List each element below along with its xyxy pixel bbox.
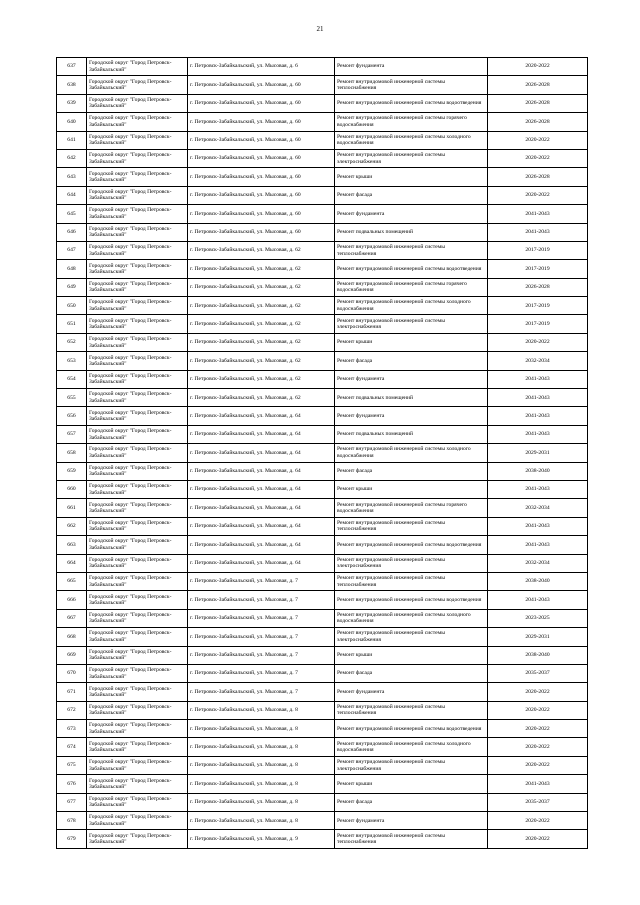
row-number: 656 — [57, 407, 87, 425]
address-cell: г. Петровск-Забайкальский, ул. Мысовая, д. 64 — [188, 536, 335, 554]
municipality-cell: Городской округ "Город Петровск-Забайкальский" — [87, 646, 188, 664]
address-cell: г. Петровск-Забайкальский, ул. Мысовая, д. 8 — [188, 756, 335, 774]
work-type-cell: Ремонт внутридомовой инженерной системы электроснабжения — [335, 149, 488, 167]
period-cell: 2020-2022 — [488, 149, 588, 167]
row-number: 646 — [57, 223, 87, 241]
table-row — [57, 94, 588, 112]
address-cell: г. Петровск-Забайкальский, ул. Мысовая, д. 60 — [188, 205, 335, 223]
row-number: 668 — [57, 628, 87, 646]
table-row — [57, 278, 588, 296]
table-row — [57, 830, 588, 848]
table-row — [57, 591, 588, 609]
table-row — [57, 812, 588, 830]
address-cell: г. Петровск-Забайкальский, ул. Мысовая, д. 62 — [188, 352, 335, 370]
period-cell: 2041-2043 — [488, 389, 588, 407]
table-row — [57, 720, 588, 738]
work-type-cell: Ремонт фундамента — [335, 812, 488, 830]
table-row — [57, 462, 588, 480]
address-cell: г. Петровск-Забайкальский, ул. Мысовая, д. 62 — [188, 370, 335, 388]
row-number: 659 — [57, 462, 87, 480]
row-number: 638 — [57, 76, 87, 94]
period-cell: 2026-2028 — [488, 168, 588, 186]
work-type-cell: Ремонт внутридомовой инженерной системы электроснабжения — [335, 756, 488, 774]
row-number: 670 — [57, 664, 87, 682]
period-cell: 2020-2022 — [488, 720, 588, 738]
table-row — [57, 241, 588, 259]
table-row — [57, 425, 588, 443]
table-row — [57, 205, 588, 223]
municipality-cell: Городской округ "Город Петровск-Забайкальский" — [87, 113, 188, 131]
address-cell: г. Петровск-Забайкальский, ул. Мысовая, д. 60 — [188, 76, 335, 94]
address-cell: г. Петровск-Забайкальский, ул. Мысовая, д. 60 — [188, 149, 335, 167]
work-type-cell: Ремонт внутридомовой инженерной системы горячего водоснабжения — [335, 499, 488, 517]
row-number: 676 — [57, 775, 87, 793]
period-cell: 2020-2022 — [488, 701, 588, 719]
period-cell: 2041-2043 — [488, 205, 588, 223]
municipality-cell: Городской округ "Город Петровск-Забайкальский" — [87, 168, 188, 186]
municipality-cell: Городской округ "Город Петровск-Забайкальский" — [87, 425, 188, 443]
table-body — [57, 58, 588, 849]
period-cell: 2029-2031 — [488, 444, 588, 462]
work-type-cell: Ремонт фасада — [335, 462, 488, 480]
period-cell: 2020-2022 — [488, 683, 588, 701]
address-cell: г. Петровск-Забайкальский, ул. Мысовая, д. 8 — [188, 775, 335, 793]
municipality-cell: Городской округ "Город Петровск-Забайкальский" — [87, 186, 188, 204]
table-row — [57, 536, 588, 554]
row-number: 665 — [57, 572, 87, 590]
row-number: 669 — [57, 646, 87, 664]
table-row — [57, 609, 588, 627]
municipality-cell: Городской округ "Город Петровск-Забайкальский" — [87, 462, 188, 480]
capital-repair-table — [56, 57, 588, 849]
address-cell: г. Петровск-Забайкальский, ул. Мысовая, д. 7 — [188, 628, 335, 646]
address-cell: г. Петровск-Забайкальский, ул. Мысовая, д. 8 — [188, 720, 335, 738]
table-row — [57, 58, 588, 76]
period-cell: 2017-2019 — [488, 260, 588, 278]
row-number: 673 — [57, 720, 87, 738]
address-cell: г. Петровск-Забайкальский, ул. Мысовая, д. 60 — [188, 168, 335, 186]
table-row — [57, 333, 588, 351]
municipality-cell: Городской округ "Город Петровск-Забайкальский" — [87, 58, 188, 76]
period-cell: 2017-2019 — [488, 241, 588, 259]
table-row — [57, 664, 588, 682]
municipality-cell: Городской округ "Город Петровск-Забайкальский" — [87, 480, 188, 498]
table-row — [57, 646, 588, 664]
address-cell: г. Петровск-Забайкальский, ул. Мысовая, д. 7 — [188, 591, 335, 609]
period-cell: 2032-2034 — [488, 554, 588, 572]
row-number: 671 — [57, 683, 87, 701]
table-row — [57, 775, 588, 793]
period-cell: 2038-2040 — [488, 646, 588, 664]
address-cell: г. Петровск-Забайкальский, ул. Мысовая, д. 60 — [188, 223, 335, 241]
table-row — [57, 407, 588, 425]
period-cell: 2041-2043 — [488, 425, 588, 443]
row-number: 678 — [57, 812, 87, 830]
row-number: 677 — [57, 793, 87, 811]
row-number: 645 — [57, 205, 87, 223]
address-cell: г. Петровск-Забайкальский, ул. Мысовая, д. 62 — [188, 278, 335, 296]
period-cell: 2020-2022 — [488, 131, 588, 149]
address-cell: г. Петровск-Забайкальский, ул. Мысовая, д. 8 — [188, 812, 335, 830]
address-cell: г. Петровск-Забайкальский, ул. Мысовая, д. 60 — [188, 186, 335, 204]
municipality-cell: Городской округ "Город Петровск-Забайкальский" — [87, 444, 188, 462]
work-type-cell: Ремонт внутридомовой инженерной системы теплоснабжения — [335, 517, 488, 535]
row-number: 667 — [57, 609, 87, 627]
work-type-cell: Ремонт фасада — [335, 664, 488, 682]
work-type-cell: Ремонт подвальных помещений — [335, 389, 488, 407]
work-type-cell: Ремонт внутридомовой инженерной системы горячего водоснабжения — [335, 113, 488, 131]
row-number: 654 — [57, 370, 87, 388]
row-number: 651 — [57, 315, 87, 333]
work-type-cell: Ремонт внутридомовой инженерной системы холодного водоснабжения — [335, 609, 488, 627]
address-cell: г. Петровск-Забайкальский, ул. Мысовая, д. 64 — [188, 425, 335, 443]
row-number: 644 — [57, 186, 87, 204]
municipality-cell: Городской округ "Город Петровск-Забайкальский" — [87, 683, 188, 701]
table-row — [57, 186, 588, 204]
municipality-cell: Городской округ "Город Петровск-Забайкальский" — [87, 352, 188, 370]
row-number: 662 — [57, 517, 87, 535]
period-cell: 2041-2043 — [488, 591, 588, 609]
municipality-cell: Городской округ "Город Петровск-Забайкальский" — [87, 517, 188, 535]
table-row — [57, 149, 588, 167]
row-number: 661 — [57, 499, 87, 517]
table-row — [57, 370, 588, 388]
period-cell: 2041-2043 — [488, 775, 588, 793]
work-type-cell: Ремонт крыши — [335, 480, 488, 498]
address-cell: г. Петровск-Забайкальский, ул. Мысовая, д. 7 — [188, 609, 335, 627]
work-type-cell: Ремонт внутридомовой инженерной системы теплоснабжения — [335, 701, 488, 719]
address-cell: г. Петровск-Забайкальский, ул. Мысовая, д. 7 — [188, 664, 335, 682]
row-number: 675 — [57, 756, 87, 774]
period-cell: 2032-2034 — [488, 499, 588, 517]
work-type-cell: Ремонт подвальных помещений — [335, 425, 488, 443]
address-cell: г. Петровск-Забайкальский, ул. Мысовая, д. 7 — [188, 683, 335, 701]
row-number: 639 — [57, 94, 87, 112]
period-cell: 2017-2019 — [488, 315, 588, 333]
table-row — [57, 480, 588, 498]
period-cell: 2041-2043 — [488, 536, 588, 554]
municipality-cell: Городской округ "Город Петровск-Забайкальский" — [87, 94, 188, 112]
period-cell: 2041-2043 — [488, 370, 588, 388]
period-cell: 2020-2022 — [488, 738, 588, 756]
period-cell: 2026-2028 — [488, 278, 588, 296]
row-number: 674 — [57, 738, 87, 756]
municipality-cell: Городской округ "Город Петровск-Забайкальский" — [87, 278, 188, 296]
table-row — [57, 352, 588, 370]
address-cell: г. Петровск-Забайкальский, ул. Мысовая, д. 60 — [188, 131, 335, 149]
period-cell: 2020-2022 — [488, 333, 588, 351]
municipality-cell: Городской округ "Город Петровск-Забайкальский" — [87, 370, 188, 388]
row-number: 660 — [57, 480, 87, 498]
address-cell: г. Петровск-Забайкальский, ул. Мысовая, д. 62 — [188, 333, 335, 351]
work-type-cell: Ремонт внутридомовой инженерной системы холодного водоснабжения — [335, 738, 488, 756]
municipality-cell: Городской округ "Город Петровск-Забайкальский" — [87, 76, 188, 94]
address-cell: г. Петровск-Забайкальский, ул. Мысовая, д. 8 — [188, 701, 335, 719]
municipality-cell: Городской округ "Город Петровск-Забайкальский" — [87, 499, 188, 517]
work-type-cell: Ремонт внутридомовой инженерной системы теплоснабжения — [335, 572, 488, 590]
municipality-cell: Городской округ "Город Петровск-Забайкальский" — [87, 609, 188, 627]
municipality-cell: Городской округ "Город Петровск-Забайкальский" — [87, 775, 188, 793]
address-cell: г. Петровск-Забайкальский, ул. Мысовая, д. 64 — [188, 554, 335, 572]
municipality-cell: Городской округ "Город Петровск-Забайкальский" — [87, 223, 188, 241]
row-number: 652 — [57, 333, 87, 351]
municipality-cell: Городской округ "Город Петровск-Забайкальский" — [87, 812, 188, 830]
table-row — [57, 756, 588, 774]
table-row — [57, 113, 588, 131]
municipality-cell: Городской округ "Город Петровск-Забайкальский" — [87, 830, 188, 848]
period-cell: 2020-2022 — [488, 186, 588, 204]
table-row — [57, 701, 588, 719]
table-row — [57, 499, 588, 517]
address-cell: г. Петровск-Забайкальский, ул. Мысовая, д. 7 — [188, 646, 335, 664]
row-number: 663 — [57, 536, 87, 554]
work-type-cell: Ремонт крыши — [335, 775, 488, 793]
period-cell: 2026-2028 — [488, 76, 588, 94]
municipality-cell: Городской округ "Город Петровск-Забайкальский" — [87, 591, 188, 609]
period-cell: 2020-2022 — [488, 58, 588, 76]
period-cell: 2041-2043 — [488, 517, 588, 535]
row-number: 640 — [57, 113, 87, 131]
period-cell: 2038-2040 — [488, 462, 588, 480]
municipality-cell: Городской округ "Город Петровск-Забайкальский" — [87, 536, 188, 554]
table-row — [57, 738, 588, 756]
row-number: 657 — [57, 425, 87, 443]
address-cell: г. Петровск-Забайкальский, ул. Мысовая, д. 6 — [188, 58, 335, 76]
address-cell: г. Петровск-Забайкальский, ул. Мысовая, д. 9 — [188, 830, 335, 848]
address-cell: г. Петровск-Забайкальский, ул. Мысовая, д. 64 — [188, 444, 335, 462]
address-cell: г. Петровск-Забайкальский, ул. Мысовая, д. 64 — [188, 499, 335, 517]
period-cell: 2026-2028 — [488, 113, 588, 131]
period-cell: 2041-2043 — [488, 223, 588, 241]
table-row — [57, 683, 588, 701]
period-cell: 2041-2043 — [488, 480, 588, 498]
address-cell: г. Петровск-Забайкальский, ул. Мысовая, д. 60 — [188, 94, 335, 112]
municipality-cell: Городской округ "Город Петровск-Забайкальский" — [87, 315, 188, 333]
period-cell: 2020-2022 — [488, 812, 588, 830]
municipality-cell: Городской округ "Город Петровск-Забайкальский" — [87, 738, 188, 756]
work-type-cell: Ремонт фасада — [335, 186, 488, 204]
work-type-cell: Ремонт внутридомовой инженерной системы холодного водоснабжения — [335, 297, 488, 315]
address-cell: г. Петровск-Забайкальский, ул. Мысовая, д. 62 — [188, 241, 335, 259]
period-cell: 2041-2043 — [488, 407, 588, 425]
row-number: 664 — [57, 554, 87, 572]
row-number: 650 — [57, 297, 87, 315]
address-cell: г. Петровск-Забайкальский, ул. Мысовая, д. 62 — [188, 315, 335, 333]
table-row — [57, 260, 588, 278]
work-type-cell: Ремонт крыши — [335, 168, 488, 186]
table-row — [57, 76, 588, 94]
municipality-cell: Городской округ "Город Петровск-Забайкальский" — [87, 720, 188, 738]
table-row — [57, 572, 588, 590]
work-type-cell: Ремонт внутридомовой инженерной системы водоотведения — [335, 591, 488, 609]
address-cell: г. Петровск-Забайкальский, ул. Мысовая, д. 64 — [188, 480, 335, 498]
municipality-cell: Городской округ "Город Петровск-Забайкальский" — [87, 389, 188, 407]
period-cell: 2017-2019 — [488, 297, 588, 315]
table-row — [57, 315, 588, 333]
address-cell: г. Петровск-Забайкальский, ул. Мысовая, д. 8 — [188, 793, 335, 811]
row-number: 643 — [57, 168, 87, 186]
row-number: 642 — [57, 149, 87, 167]
address-cell: г. Петровск-Забайкальский, ул. Мысовая, д. 64 — [188, 462, 335, 480]
period-cell: 2035-2037 — [488, 664, 588, 682]
municipality-cell: Городской округ "Город Петровск-Забайкальский" — [87, 131, 188, 149]
table-row — [57, 793, 588, 811]
work-type-cell: Ремонт внутридомовой инженерной системы теплоснабжения — [335, 830, 488, 848]
row-number: 647 — [57, 241, 87, 259]
table-row — [57, 168, 588, 186]
work-type-cell: Ремонт внутридомовой инженерной системы холодного водоснабжения — [335, 131, 488, 149]
period-cell: 2029-2031 — [488, 628, 588, 646]
work-type-cell: Ремонт фундамента — [335, 683, 488, 701]
municipality-cell: Городской округ "Город Петровск-Забайкальский" — [87, 205, 188, 223]
municipality-cell: Городской округ "Город Петровск-Забайкальский" — [87, 628, 188, 646]
municipality-cell: Городской округ "Город Петровск-Забайкальский" — [87, 756, 188, 774]
work-type-cell: Ремонт внутридомовой инженерной системы горячего водоснабжения — [335, 278, 488, 296]
table-row — [57, 554, 588, 572]
work-type-cell: Ремонт фасада — [335, 352, 488, 370]
row-number: 641 — [57, 131, 87, 149]
work-type-cell: Ремонт фундамента — [335, 370, 488, 388]
work-type-cell: Ремонт внутридомовой инженерной системы теплоснабжения — [335, 241, 488, 259]
work-type-cell: Ремонт внутридомовой инженерной системы холодного водоснабжения — [335, 444, 488, 462]
table-row — [57, 131, 588, 149]
work-type-cell: Ремонт крыши — [335, 333, 488, 351]
period-cell: 2023-2025 — [488, 609, 588, 627]
address-cell: г. Петровск-Забайкальский, ул. Мысовая, д. 62 — [188, 389, 335, 407]
period-cell: 2038-2040 — [488, 572, 588, 590]
work-type-cell: Ремонт внутридомовой инженерной системы электроснабжения — [335, 628, 488, 646]
municipality-cell: Городской округ "Город Петровск-Забайкальский" — [87, 664, 188, 682]
row-number: 658 — [57, 444, 87, 462]
address-cell: г. Петровск-Забайкальский, ул. Мысовая, д. 64 — [188, 407, 335, 425]
municipality-cell: Городской округ "Город Петровск-Забайкальский" — [87, 241, 188, 259]
row-number: 666 — [57, 591, 87, 609]
municipality-cell: Городской округ "Город Петровск-Забайкальский" — [87, 572, 188, 590]
row-number: 648 — [57, 260, 87, 278]
table-row — [57, 297, 588, 315]
row-number: 637 — [57, 58, 87, 76]
work-type-cell: Ремонт крыши — [335, 646, 488, 664]
period-cell: 2020-2022 — [488, 756, 588, 774]
work-type-cell: Ремонт фундамента — [335, 205, 488, 223]
address-cell: г. Петровск-Забайкальский, ул. Мысовая, д. 64 — [188, 517, 335, 535]
work-type-cell: Ремонт подвальных помещений — [335, 223, 488, 241]
table-row — [57, 444, 588, 462]
period-cell: 2032-2034 — [488, 352, 588, 370]
row-number: 655 — [57, 389, 87, 407]
address-cell: г. Петровск-Забайкальский, ул. Мысовая, д. 60 — [188, 113, 335, 131]
work-type-cell: Ремонт внутридомовой инженерной системы водоотведения — [335, 94, 488, 112]
work-type-cell: Ремонт внутридомовой инженерной системы водоотведения — [335, 720, 488, 738]
period-cell: 2026-2028 — [488, 94, 588, 112]
municipality-cell: Городской округ "Город Петровск-Забайкальский" — [87, 793, 188, 811]
row-number: 672 — [57, 701, 87, 719]
address-cell: г. Петровск-Забайкальский, ул. Мысовая, д. 7 — [188, 572, 335, 590]
work-type-cell: Ремонт фундамента — [335, 407, 488, 425]
work-type-cell: Ремонт внутридомовой инженерной системы теплоснабжения — [335, 76, 488, 94]
municipality-cell: Городской округ "Город Петровск-Забайкальский" — [87, 554, 188, 572]
row-number: 653 — [57, 352, 87, 370]
municipality-cell: Городской округ "Город Петровск-Забайкальский" — [87, 333, 188, 351]
table-row — [57, 628, 588, 646]
page-number: 21 — [316, 25, 324, 33]
period-cell: 2035-2037 — [488, 793, 588, 811]
municipality-cell: Городской округ "Город Петровск-Забайкальский" — [87, 407, 188, 425]
work-type-cell: Ремонт фасада — [335, 793, 488, 811]
address-cell: г. Петровск-Забайкальский, ул. Мысовая, д. 62 — [188, 260, 335, 278]
work-type-cell: Ремонт внутридомовой инженерной системы водоотведения — [335, 536, 488, 554]
municipality-cell: Городской округ "Город Петровск-Забайкальский" — [87, 260, 188, 278]
period-cell: 2020-2022 — [488, 830, 588, 848]
table-row — [57, 517, 588, 535]
work-type-cell: Ремонт внутридомовой инженерной системы электроснабжения — [335, 315, 488, 333]
address-cell: г. Петровск-Забайкальский, ул. Мысовая, д. 8 — [188, 738, 335, 756]
row-number: 679 — [57, 830, 87, 848]
work-type-cell: Ремонт внутридомовой инженерной системы электроснабжения — [335, 554, 488, 572]
table-row — [57, 223, 588, 241]
address-cell: г. Петровск-Забайкальский, ул. Мысовая, д. 62 — [188, 297, 335, 315]
municipality-cell: Городской округ "Город Петровск-Забайкальский" — [87, 149, 188, 167]
work-type-cell: Ремонт фундамента — [335, 58, 488, 76]
municipality-cell: Городской округ "Город Петровск-Забайкальский" — [87, 701, 188, 719]
row-number: 649 — [57, 278, 87, 296]
municipality-cell: Городской округ "Город Петровск-Забайкальский" — [87, 297, 188, 315]
table-row — [57, 389, 588, 407]
work-type-cell: Ремонт внутридомовой инженерной системы водоотведения — [335, 260, 488, 278]
